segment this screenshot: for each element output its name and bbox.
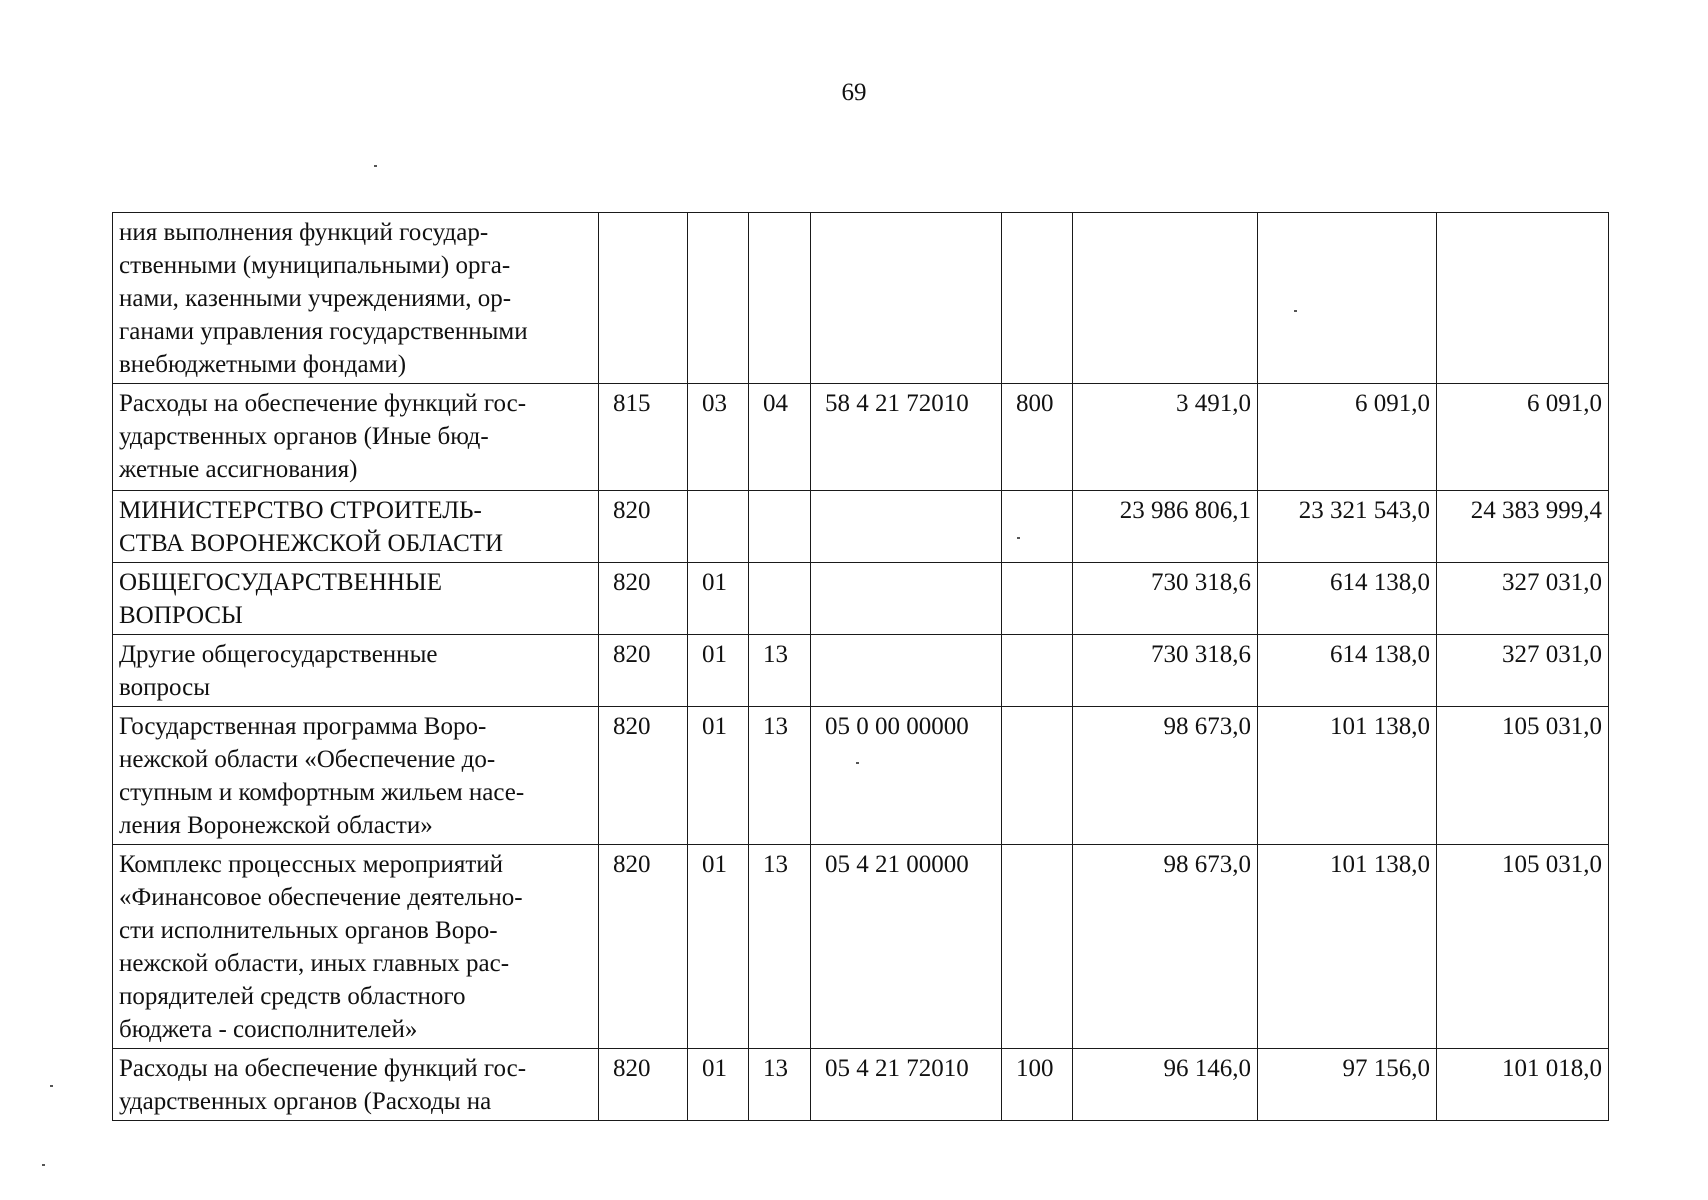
row-rz: 01: [688, 1049, 749, 1121]
scan-speck: [50, 1085, 53, 1087]
scan-speck: [1017, 537, 1020, 539]
row-vr: [1002, 491, 1073, 563]
row-amount-2026: 6 091,0: [1437, 384, 1609, 491]
row-amount-2026: 105 031,0: [1437, 707, 1609, 845]
row-name: ния выполнения функций государ- ственными (муниципальными) орга- нами, казенными учреждениями, ор- ганами управления государственными внебюджетными фондами): [113, 213, 599, 384]
row-vr: [1002, 635, 1073, 707]
table-row: [113, 707, 1609, 845]
scan-speck: [374, 165, 377, 167]
row-amount-2025: 614 138,0: [1258, 563, 1437, 635]
row-amount-2026: 105 031,0: [1437, 845, 1609, 1049]
row-csr: [811, 213, 1002, 384]
row-glava: 815: [599, 384, 688, 491]
row-vr: 800: [1002, 384, 1073, 491]
row-amount-2026: 327 031,0: [1437, 563, 1609, 635]
row-name: ОБЩЕГОСУДАРСТВЕННЫЕ ВОПРОСЫ: [113, 563, 599, 635]
table-row: [113, 845, 1609, 1049]
row-csr: 05 4 21 00000: [811, 845, 1002, 1049]
row-amount-2025: 97 156,0: [1258, 1049, 1437, 1121]
row-name: Государственная программа Воро- нежской области «Обеспечение до- ступным и комфортным жильем насе- ления Воронежской области»: [113, 707, 599, 845]
page-number: 69: [841, 79, 867, 106]
row-vr: [1002, 563, 1073, 635]
row-glava: [599, 213, 688, 384]
row-glava: 820: [599, 845, 688, 1049]
row-name: Другие общегосударственные вопросы: [113, 635, 599, 707]
row-amount-2025: 23 321 543,0: [1258, 491, 1437, 563]
table-row: [113, 491, 1609, 563]
row-pr: [749, 213, 811, 384]
row-name: Расходы на обеспечение функций гос- ударственных органов (Расходы на: [113, 1049, 599, 1121]
row-rz: 01: [688, 845, 749, 1049]
row-csr: [811, 491, 1002, 563]
row-amount-2026: 24 383 999,4: [1437, 491, 1609, 563]
table-row: [113, 384, 1609, 491]
row-glava: 820: [599, 563, 688, 635]
row-csr: [811, 563, 1002, 635]
row-csr: [811, 635, 1002, 707]
row-amount-2024: 3 491,0: [1073, 384, 1258, 491]
row-amount-2025: [1258, 213, 1437, 384]
row-csr: 05 0 00 00000: [811, 707, 1002, 845]
table-row: [113, 563, 1609, 635]
row-glava: 820: [599, 635, 688, 707]
row-csr: 58 4 21 72010: [811, 384, 1002, 491]
row-vr: [1002, 707, 1073, 845]
row-name: МИНИСТЕРСТВО СТРОИТЕЛЬ- СТВА ВОРОНЕЖСКОЙ ОБЛАСТИ: [113, 491, 599, 563]
row-amount-2025: 101 138,0: [1258, 707, 1437, 845]
row-rz: 03: [688, 384, 749, 491]
row-amount-2025: 6 091,0: [1258, 384, 1437, 491]
table-row: [113, 635, 1609, 707]
scan-speck: [1294, 310, 1297, 312]
row-rz: 01: [688, 563, 749, 635]
row-pr: [749, 491, 811, 563]
row-amount-2025: 614 138,0: [1258, 635, 1437, 707]
row-amount-2024: 98 673,0: [1073, 845, 1258, 1049]
row-amount-2025: 101 138,0: [1258, 845, 1437, 1049]
row-glava: 820: [599, 491, 688, 563]
row-rz: [688, 213, 749, 384]
row-name: Комплекс процессных мероприятий «Финансовое обеспечение деятельно- сти исполнительных органов Воро- нежской области, иных главных рас- порядителей средств областного бюджета - соисполнителей»: [113, 845, 599, 1049]
scan-speck: [42, 1164, 45, 1166]
row-amount-2026: [1437, 213, 1609, 384]
row-rz: [688, 491, 749, 563]
row-pr: 13: [749, 1049, 811, 1121]
table-row: [113, 213, 1609, 384]
row-amount-2024: 98 673,0: [1073, 707, 1258, 845]
row-rz: 01: [688, 707, 749, 845]
row-pr: 13: [749, 845, 811, 1049]
row-amount-2024: 23 986 806,1: [1073, 491, 1258, 563]
table-row: [113, 1049, 1609, 1121]
row-pr: 13: [749, 635, 811, 707]
row-amount-2024: 730 318,6: [1073, 635, 1258, 707]
row-vr: 100: [1002, 1049, 1073, 1121]
row-vr: [1002, 845, 1073, 1049]
row-name: Расходы на обеспечение функций гос- ударственных органов (Иные бюд- жетные ассигнования): [113, 384, 599, 491]
budget-table: [112, 212, 1609, 1121]
row-glava: 820: [599, 1049, 688, 1121]
row-amount-2024: [1073, 213, 1258, 384]
row-amount-2024: 96 146,0: [1073, 1049, 1258, 1121]
row-glava: 820: [599, 707, 688, 845]
row-pr: [749, 563, 811, 635]
row-pr: 13: [749, 707, 811, 845]
row-vr: [1002, 213, 1073, 384]
row-pr: 04: [749, 384, 811, 491]
row-amount-2026: 101 018,0: [1437, 1049, 1609, 1121]
scan-speck: [856, 762, 859, 764]
row-amount-2026: 327 031,0: [1437, 635, 1609, 707]
row-rz: 01: [688, 635, 749, 707]
row-csr: 05 4 21 72010: [811, 1049, 1002, 1121]
row-amount-2024: 730 318,6: [1073, 563, 1258, 635]
